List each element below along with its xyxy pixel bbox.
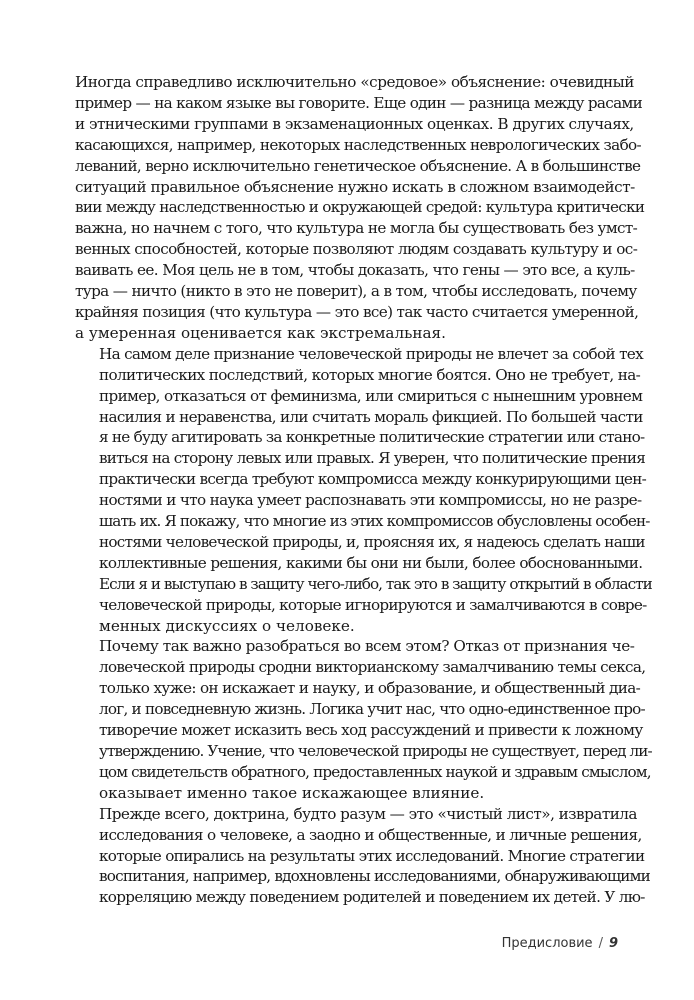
text-line: а умеренная оценивается как экстремальная. (75, 323, 446, 342)
paragraph-2 (75, 344, 652, 637)
running-footer (502, 936, 618, 951)
text-line: менных дискуссиях о человеке. (99, 616, 355, 635)
text-line: политических последствий, которых многие боятся. Оно не требует, на- (99, 365, 641, 384)
paragraph-3 (75, 636, 652, 803)
paragraph-4 (75, 804, 650, 909)
paragraph-1 (75, 72, 645, 344)
text-line: которые опирались на результаты этих исследований. Многие стратегии (99, 846, 645, 865)
text-line: утверждению. Учение, что человеческой природы не существует, перед ли- (99, 742, 652, 760)
text-line: воспитания, например, вдохновлены исследованиями, обнаруживающими (99, 867, 650, 886)
text-line: и этническими группами в экзаменационных оценках. В других случаях, (75, 114, 634, 133)
text-line: человеческой природы, которые игнорируются и замалчиваются в совре- (99, 595, 647, 614)
text-line: Почему так важно разобраться во всем этом? Отказ от признания че- (99, 637, 635, 656)
text-line: только хуже: он искажает и науку, и образование, и общественный диа- (99, 679, 641, 698)
text-line: ностями человеческой природы, и, проясняя их, я надеюсь сделать наши (99, 532, 645, 551)
page-number: 9 (608, 936, 618, 951)
text-line: крайняя позиция (что культура — это все) так часто считается умеренной, (75, 302, 639, 321)
text-line: ситуаций правильное объяснение нужно искать в сложном взаимодейст- (75, 177, 635, 196)
text-line: шать их. Я покажу, что многие из этих компромиссов обусловлены особен- (99, 512, 650, 531)
text-line: корреляцию между поведением родителей и поведением их детей. У лю- (99, 888, 645, 907)
text-line: исследования о человеке, а заодно и общественные, и личные решения, (99, 825, 642, 844)
text-line: пример, отказаться от феминизма, или смириться с нынешним уровнем (99, 386, 643, 405)
text-line: ваивать ее. Моя цель не в том, чтобы доказать, что гены — это все, а куль- (75, 261, 635, 280)
text-line: важна, но начнем с того, что культура не могла бы существовать без умст- (75, 219, 638, 238)
text-line: оказывает именно такое искажающее влияние. (99, 783, 485, 802)
text-line: практически всегда требуют компромисса между конкурирующими цен- (99, 470, 647, 489)
text-line: На самом деле признание человеческой природы не влечет за собой тех (99, 344, 643, 363)
page-body (75, 72, 652, 908)
text-line: вии между наследственностью и окружающей средой: культура критически (75, 198, 645, 217)
text-line: Если я и выступаю в защиту чего-либо, так это в защиту открытий в области (99, 574, 652, 593)
footer-separator: / (598, 936, 603, 951)
text-line: я не буду агитировать за конкретные политические стратегии или стано- (99, 428, 645, 447)
text-line: ностями и что наука умеет распознавать эти компромиссы, но не разре- (99, 491, 642, 510)
text-line: Иногда справедливо исключительно «средовое» объяснение: очевидный (75, 73, 634, 91)
text-line: цом свидетельств обратного, предоставленных наукой и здравым смыслом, (99, 762, 651, 781)
text-line: ловеческой природы сродни викторианскому замалчиванию темы секса, (99, 658, 646, 677)
text-line: касающихся, например, некоторых наследственных неврологических забо- (75, 135, 642, 154)
text-line: венных способностей, которые позволяют людям создавать культуру и ос- (75, 240, 638, 259)
text-line: пример — на каком языке вы говорите. Еще один — разница между расами (75, 93, 643, 112)
text-line: насилия и неравенства, или считать мораль фикцией. По большей части (99, 407, 643, 426)
text-line: виться на сторону левых или правых. Я уверен, что политические прения (99, 449, 646, 468)
text-line: тура — ничто (никто в это не поверит), а в том, чтобы исследовать, почему (75, 282, 637, 301)
text-line: коллективные решения, какими бы они ни были, более обоснованными. (99, 553, 643, 572)
text-line: лог, и повседневную жизнь. Логика учит нас, что одно-единственное про- (99, 700, 645, 719)
text-line: леваний, верно исключительно генетическое объяснение. А в большинстве (75, 156, 641, 175)
section-title: Предисловие (501, 936, 593, 951)
text-line: тиворечие может исказить весь ход рассуждений и привести к ложному (99, 721, 643, 740)
text-line: Прежде всего, доктрина, будто разум — это «чистый лист», извратила (99, 804, 637, 823)
